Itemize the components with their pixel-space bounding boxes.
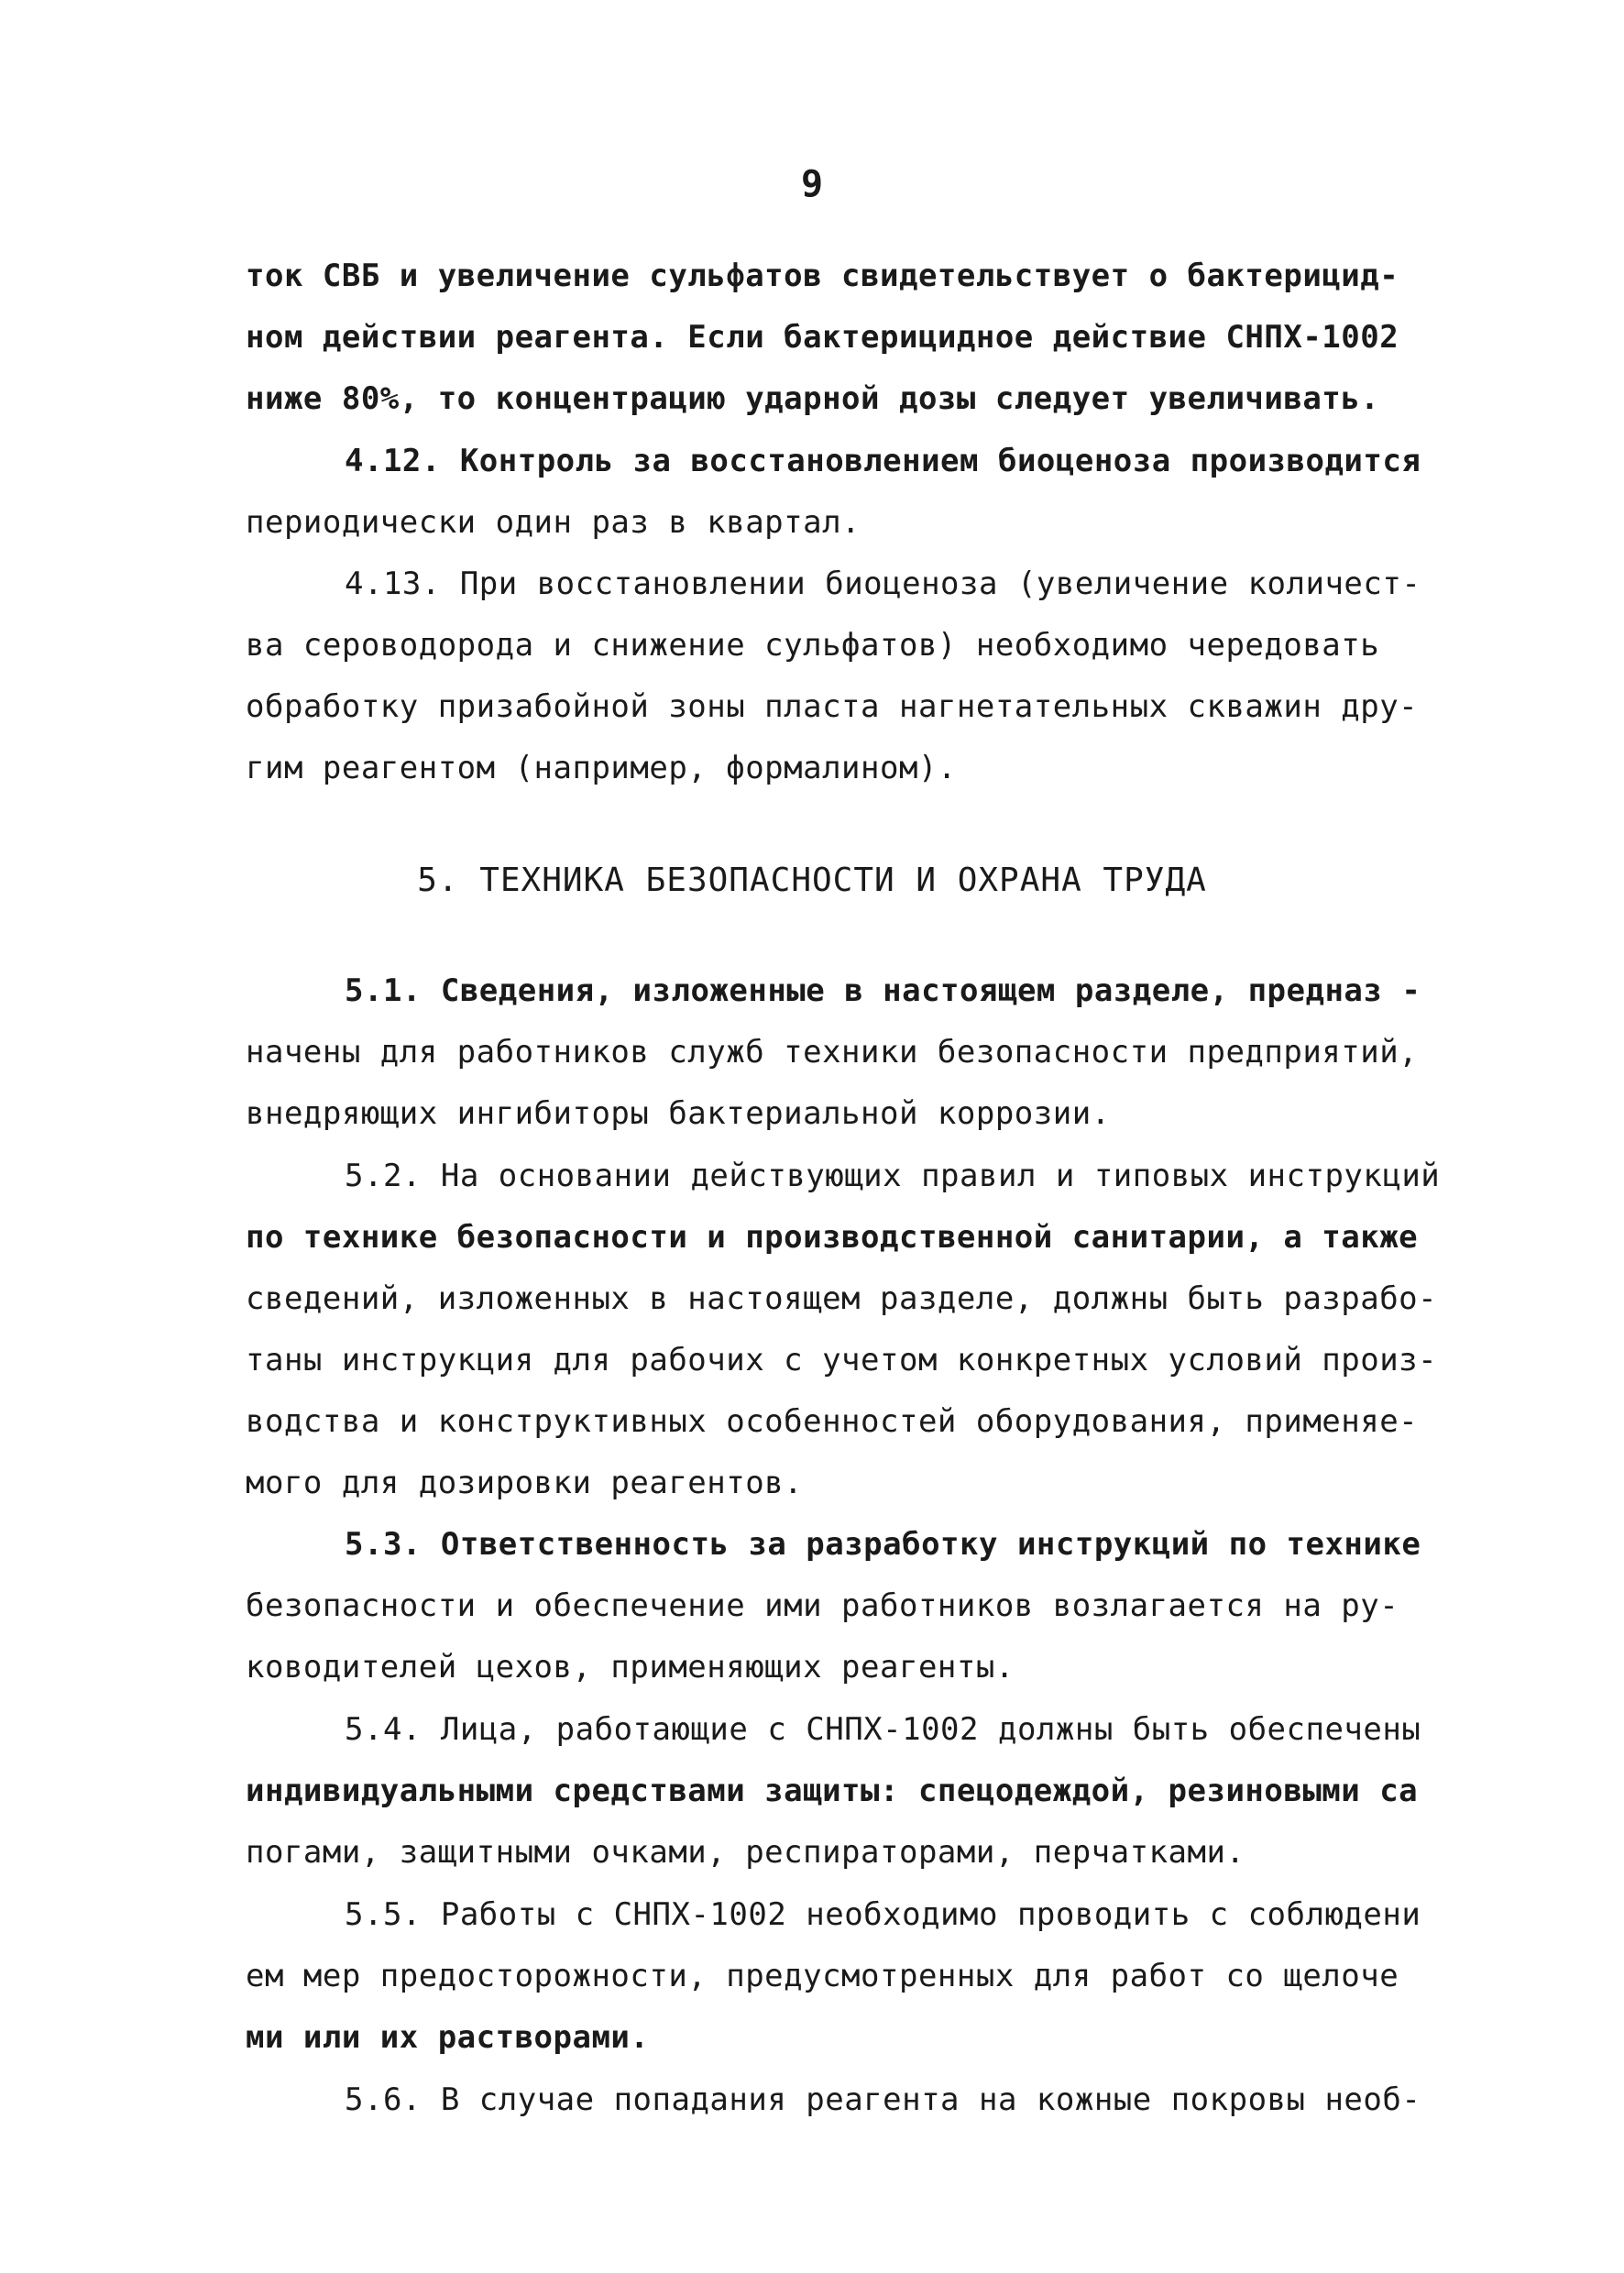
- paragraph-5-1: [246, 961, 1421, 1145]
- section-heading: 5. ТЕХНИКА БЕЗОПАСНОСТИ И ОХРАНА ТРУДА: [417, 862, 1207, 899]
- text-line: погами, защитными очками, респираторами, перчатками.: [246, 1834, 1245, 1871]
- text-line: ниже 80%, то концентрацию ударной дозы следует увеличивать.: [246, 380, 1380, 417]
- paragraph-5-4: [246, 1699, 1421, 1883]
- text-line: 5.4. Лица, работающие с СНПХ-1002 должны быть обеспечены: [345, 1711, 1421, 1748]
- paragraph-5-5: [246, 1884, 1421, 2069]
- text-line: сведений, изложенных в настоящем разделе, должны быть разрабо-: [246, 1280, 1438, 1317]
- text-line: 5.3. Ответственность за разработку инструкций по технике: [345, 1526, 1421, 1563]
- paragraph-intro: [246, 246, 1410, 430]
- text-line: 5.2. На основании действующих правил и типовых инструкций: [345, 1158, 1441, 1194]
- text-line: ководителей цехов, применяющих реагенты.: [246, 1649, 1015, 1686]
- text-line: ем мер предосторожности, предусмотренных для работ со щелоче: [246, 1958, 1399, 1994]
- text-line: таны инструкция для рабочих с учетом конкретных условий произ-: [246, 1342, 1438, 1378]
- paragraph-5-2: [246, 1146, 1441, 1514]
- paragraph-4-12: [246, 431, 1421, 554]
- text-line: по технике безопасности и производственной санитарии, а также: [246, 1219, 1419, 1256]
- text-line: начены для работников служб техники безопасности предприятий,: [246, 1034, 1419, 1071]
- paragraph-5-6: [246, 2070, 1421, 2131]
- text-line: 4.12. Контроль за восстановлением биоценоза производится: [345, 443, 1421, 479]
- text-line: ми или их растворами.: [246, 2019, 650, 2056]
- text-line: 5.6. В случае попадания реагента на кожные покровы необ-: [345, 2081, 1421, 2118]
- page-number: 9: [800, 163, 824, 205]
- text-line: водства и конструктивных особенностей оборудования, применяе-: [246, 1403, 1419, 1440]
- paragraph-4-13: [246, 554, 1421, 799]
- text-line: индивидуальными средствами защиты: спецодеждой, резиновыми са: [246, 1773, 1419, 1809]
- text-line: внедряющих ингибиторы бактериальной коррозии.: [246, 1095, 1111, 1132]
- text-line: ном действии реагента. Если бактерицидное действие СНПХ-1002: [246, 319, 1399, 356]
- paragraph-5-3: [246, 1514, 1421, 1698]
- text-line: безопасности и обеспечение ими работников возлагается на ру-: [246, 1587, 1399, 1624]
- text-line: 5.1. Сведения, изложенные в настоящем разделе, предназ -: [345, 972, 1421, 1009]
- text-line: мого для дозировки реагентов.: [246, 1465, 804, 1501]
- text-line: ва сероводорода и снижение сульфатов) необходимо чередовать: [246, 627, 1380, 664]
- text-line: ток СВБ и увеличение сульфатов свидетельствует о бактерицид-: [246, 258, 1399, 294]
- text-line: гим реагентом (например, формалином).: [246, 750, 957, 786]
- text-line: обработку призабойной зоны пласта нагнетательных скважин дру-: [246, 688, 1419, 725]
- text-line: 5.5. Работы с СНПХ-1002 необходимо проводить с соблюдени: [345, 1896, 1421, 1933]
- text-line: периодически один раз в квартал.: [246, 504, 861, 541]
- text-line: 4.13. При восстановлении биоценоза (увеличение количест-: [345, 566, 1421, 602]
